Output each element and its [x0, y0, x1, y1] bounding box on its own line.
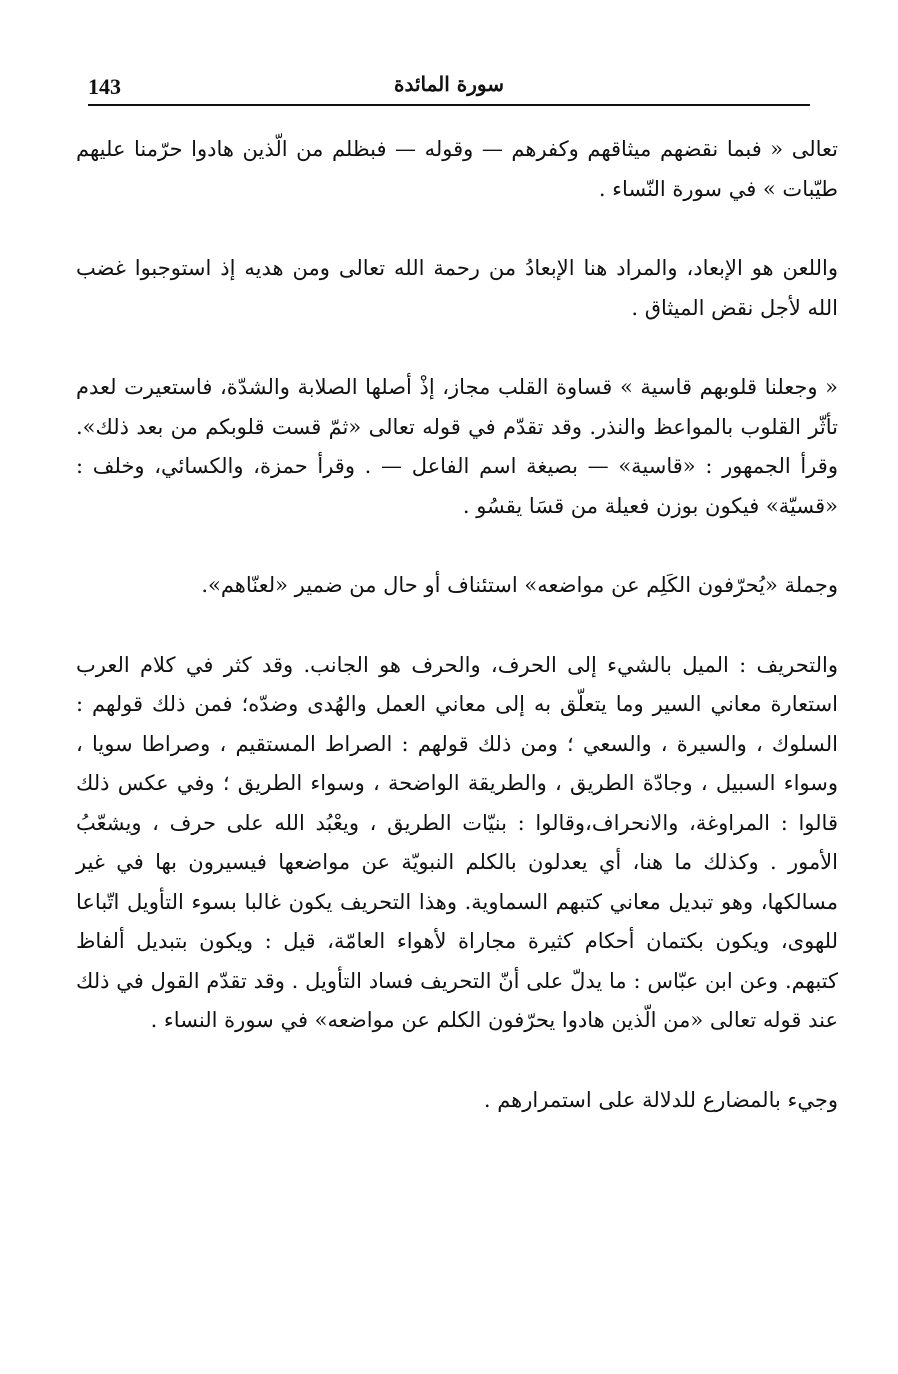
paragraph: وجيء بالمضارع للدلالة على استمرارهم .	[483, 1087, 838, 1112]
page-header	[88, 72, 810, 106]
running-title: سورة المائدة	[393, 72, 505, 96]
paragraph: وجملة «يُحرّفون الكَلِم عن مواضعه» استئناف أو حال من ضمير «لعنّاهم».	[201, 573, 838, 597]
body-text	[76, 130, 838, 1120]
paragraph: والتحريف : الميل بالشيء إلى الحرف، والحرف هو الجانب. وقد كثر في كلام العرب استعارة معاني السير وما يتعلّق به إلى معاني العمل والهُدى وضدّه؛ فمن ذلك قولهم : السلوك ، والسيرة ، والسعي ؛ ومن ذلك قولهم : الصراط المستقيم ، وصراطا سويا ، وسواء السبيل ، وجادّة الطريق ، والطريقة الواضحة ، وسواء الطريق ؛ وفي عكس ذلك قالوا : المراوغة، والانحراف،وقالوا : بنيّات الطريق ، ويعْبُد الله على حرف ، ويشعّبُ الأمور . وكذلك ما هنا، أي يعدلون بالكلم النبويّة عن مواضعها فيسيرون بها في غير مسالكها، وهو تبديل معاني كتبهم السماوية. وهذا التحريف يكون غالبا بسوء التأويل اتّباعا للهوى، ويكون بكتمان أحكام كثيرة مجاراة لأهواء العامّة، قيل : ويكون بتبديل ألفاظ كتبهم. وعن ابن عبّاس : ما يدلّ على أنّ التحريف فساد التأويل . وقد تقدّم القول في ذلك عند قوله تعالى «من الّذين هادوا يحرّفون الكلم عن مواضعه» في سورة النساء .	[76, 652, 838, 1032]
paragraph: « وجعلنا قلوبهم قاسية » قساوة القلب مجاز، إذْ أصلها الصلابة والشدّة، فاستعيرت لعدم تأثّر القلوب بالمواعظ والنذر. وقد تقدّم في قوله تعالى «ثمّ قست قلوبكم من بعد ذلك». وقرأ الجمهور : «قاسية» — بصيغة اسم الفاعل — . وقرأ حمزة، والكسائي، وخلف : «قسيّة» فيكون بوزن فعيلة من قسَا يقسُو .	[76, 375, 838, 518]
paragraph: تعالى « فبما نقضهم ميثاقهم وكفرهم — وقوله — فبظلم من الّذين هادوا حرّمنا عليهم طيّبات » في سورة النّساء .	[76, 137, 838, 201]
page-number: 143	[88, 74, 121, 99]
paragraph: واللعن هو الإبعاد، والمراد هنا الإبعادُ من رحمة الله تعالى ومن هديه إذ استوجبوا غضب الله لأجل نقض الميثاق .	[76, 256, 838, 320]
